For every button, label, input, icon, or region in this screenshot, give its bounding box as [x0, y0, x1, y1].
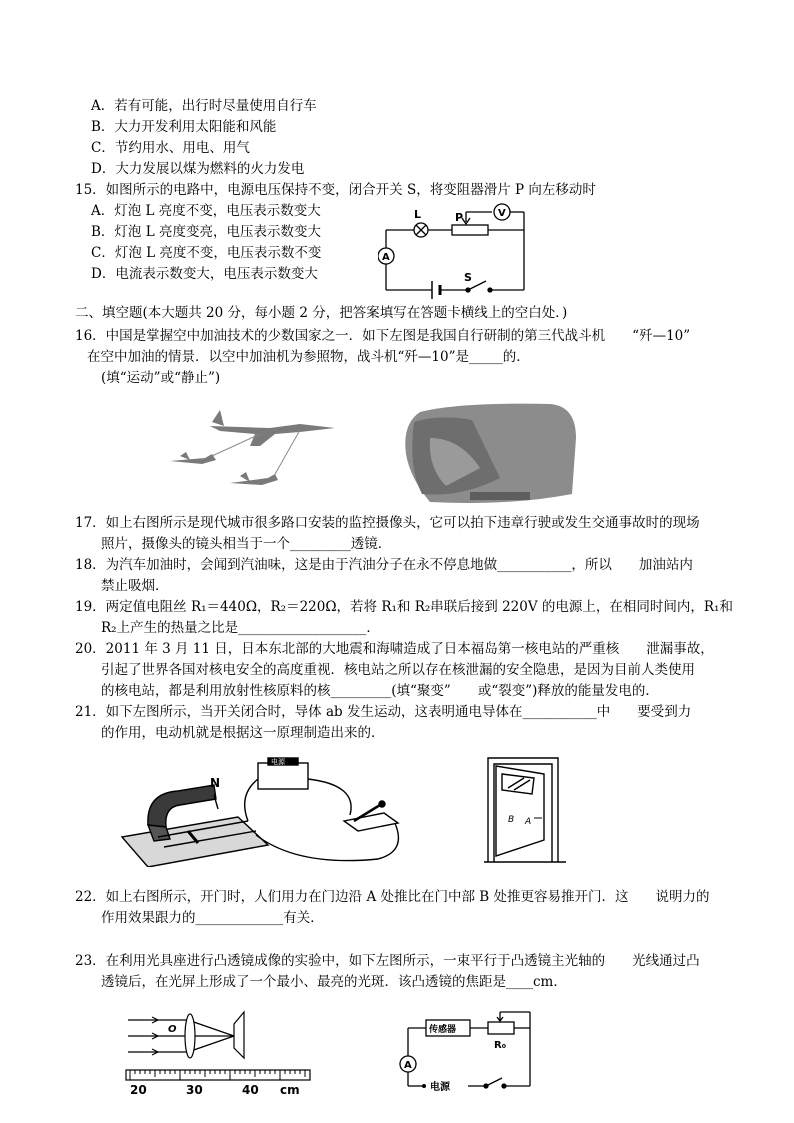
q14-option-a: A．若有可能，出行时尽量使用自行车 [91, 98, 317, 114]
sensor-circuit-diagram [396, 1006, 536, 1096]
section-2-heading: 二、填空题(本大题共 20 分，每小题 2 分，把答案填写在答题卡横线上的空白处．) [75, 305, 568, 321]
q15-option-a: A．灯泡 L 亮度不变，电压表示数变大 [91, 203, 321, 219]
ruler-tick-40: 40 [242, 1083, 259, 1097]
q16-line-2: 在空中加油的情景．以空中加油机为参照物，战斗机“歼—10”是_____的． [87, 349, 530, 365]
voltmeter-label: V [498, 208, 506, 219]
magnet-north-label: N [210, 776, 221, 790]
q14-option-b: B．大力开发利用太阳能和风能 [91, 119, 277, 135]
q22-line-1: 22．如上右图所示，开门时，人们用力在门边沿 A 处推比在门中部 B 处推更容易推开门．这 说明力的 [75, 889, 710, 905]
lamp-label: L [414, 208, 422, 221]
q21-line-1: 21．如下左图所示，当开关闭合时，导体 ab 发生运动，这表明通电导体在___________中 要受到力 [75, 704, 692, 720]
ammeter-label: A [382, 252, 390, 263]
lens-center-label: O [168, 1024, 177, 1035]
surveillance-camera-photo [400, 398, 580, 506]
q15-option-c: C．灯泡 L 亮度不变，电压表示数不变 [91, 245, 322, 261]
door-figure [480, 752, 570, 864]
resistor-label: R₀ [494, 1040, 507, 1051]
q20-line-3: 的核电站，都是利用放射性核原料的核_________(填“聚变” 或“裂变”)释放的能量发电的． [101, 683, 659, 699]
ruler-unit: cm [280, 1083, 300, 1097]
q15-stem: 15．如图所示的电路中，电源电压保持不变，闭合开关 S，将变阻器滑片 P 向左移动时 [75, 182, 596, 198]
switch-label: S [464, 271, 472, 284]
sensor-power-label: 电源 [430, 1082, 450, 1093]
q23-line-2: 透镜后，在光屏上形成了一个最小、最亮的光斑．该凸透镜的焦距是____cm． [101, 974, 567, 990]
q20-line-2: 引起了世界各国对核电安全的高度重视．核电站之所以存在核泄漏的安全隐患，是因为目前人类使用 [101, 662, 695, 678]
q21-line-2: 的作用，电动机就是根据这一原理制造出来的． [101, 725, 385, 741]
q22-line-2: 作用效果跟力的_____________有关． [101, 910, 324, 926]
q15-option-b: B．灯泡 L 亮度变亮，电压表示数变大 [91, 224, 321, 240]
q14-option-c: C．节约用水、用电、用气 [91, 140, 250, 156]
sensor-label: 传感器 [429, 1025, 457, 1035]
q18-line-2: 禁止吸烟． [101, 578, 169, 594]
aerial-refueling-photo [150, 398, 350, 496]
ruler-tick-20: 20 [130, 1083, 147, 1097]
power-supply-label: 电源 [271, 758, 285, 766]
q19-line-2: R₂上产生的热量之比是___________________． [101, 620, 380, 636]
door-point-a: A [525, 817, 532, 827]
ruler-tick-30: 30 [186, 1083, 203, 1097]
door-point-b: B [508, 815, 515, 825]
q15-circuit-diagram [378, 198, 528, 302]
optical-bench-figure [124, 1002, 314, 1098]
motor-principle-apparatus [118, 755, 416, 867]
q18-line-1: 18．为汽车加油时，会闻到汽油味，这是由于汽油分子在永不停息地做___________，所以 加油站内 [75, 557, 693, 573]
sensor-ammeter-label: A [404, 1060, 412, 1071]
q23-line-1: 23．在利用光具座进行凸透镜成像的实验中，如下左图所示，一束平行于凸透镜主光轴的 光线通过凸 [75, 953, 700, 969]
q14-option-d: D．大力发展以煤为燃料的火力发电 [91, 161, 305, 177]
q15-option-d: D．电流表示数变大，电压表示数变大 [91, 266, 318, 282]
q17-line-1: 17．如上右图所示是现代城市很多路口安装的监控摄像头，它可以拍下违章行驶或发生交通事故时的现场 [75, 515, 700, 531]
q17-line-2: 照片，摄像头的镜头相当于一个_________透镜． [101, 536, 392, 552]
q16-line-3: (填“运动”或“静止”) [101, 370, 221, 386]
slider-label: P [455, 211, 464, 224]
q20-line-1: 20．2011 年 3 月 11 日，日本东北部的大地震和海啸造成了日本福岛第一核电站的严重核 泄漏事故， [75, 641, 714, 657]
q19-line-1: 19．两定值电阻丝 R₁＝440Ω，R₂＝220Ω，若将 R₁和 R₂串联后接到 220V 的电源上，在相同时间内，R₁和 [75, 599, 733, 615]
q16-line-1: 16．中国是掌握空中加油技术的少数国家之一．如下左图是我国自行研制的第三代战斗机 “歼—10” [75, 328, 691, 344]
